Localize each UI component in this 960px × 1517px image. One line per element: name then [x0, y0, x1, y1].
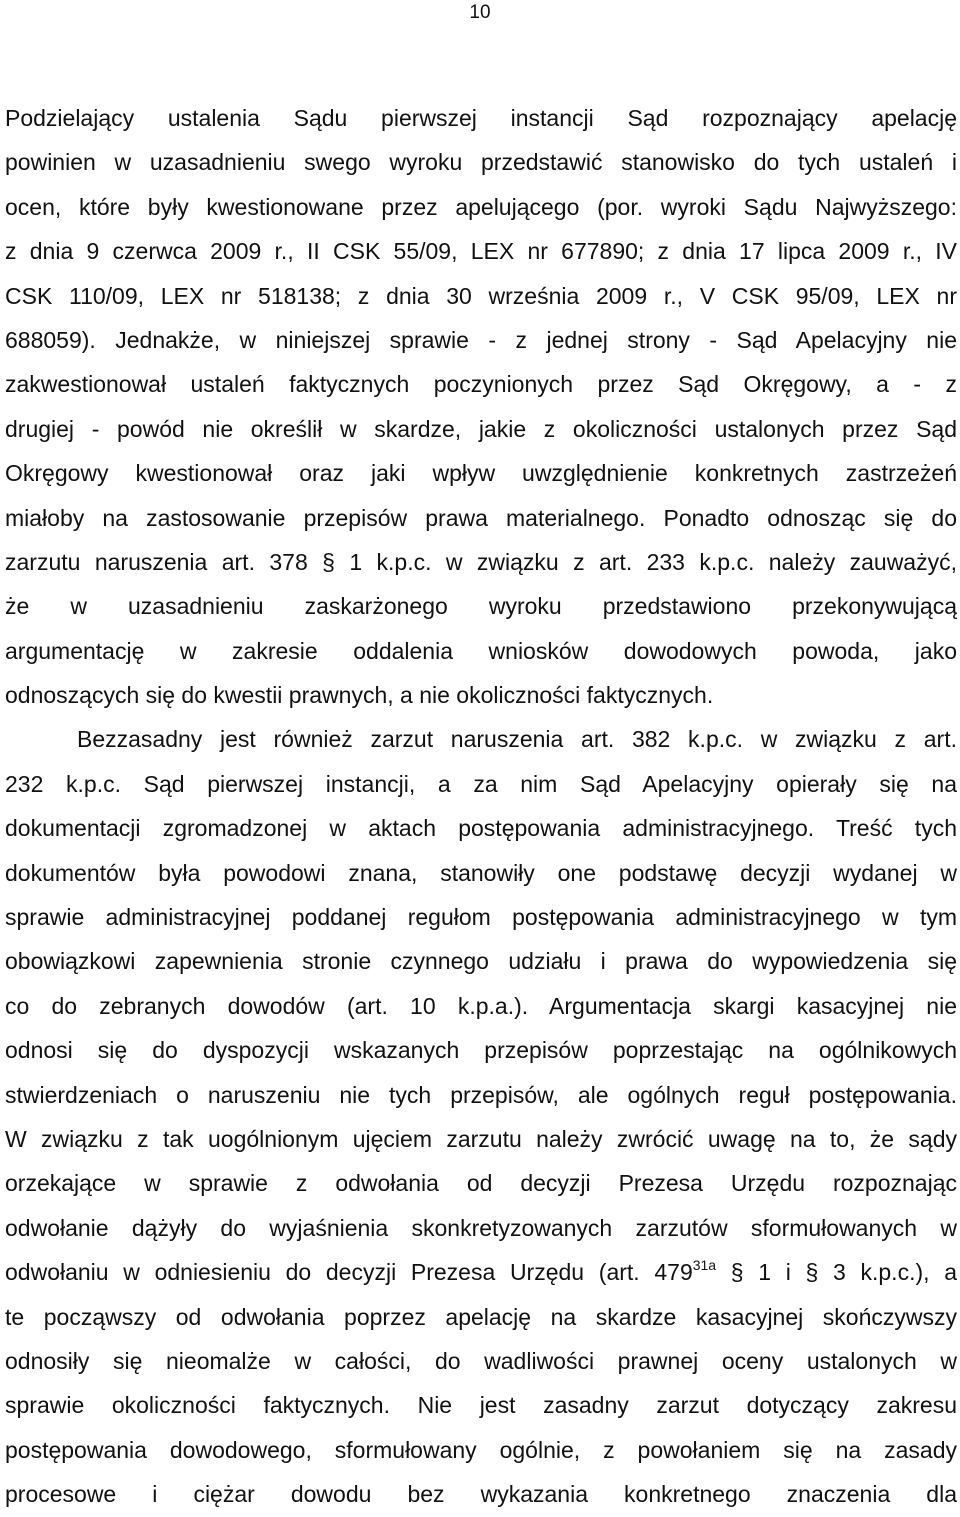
text-line-with-superscript [5, 1250, 957, 1294]
document-body [5, 96, 957, 1517]
text-line: drugiej - powód nie określił w skardze, jakie z okoliczności ustalonych przez Sąd [5, 415, 957, 442]
text-line: co do zebranych dowodów (art. 10 k.p.a.). Argumentacja skargi kasacyjnej nie [5, 992, 957, 1019]
superscript: 31a [692, 1257, 717, 1274]
text-line: 232 k.p.c. Sąd pierwszej instancji, a za nim Sąd Apelacyjny opierały się na [5, 770, 957, 797]
text-line: CSK 110/09, LEX nr 518138; z dnia 30 września 2009 r., V CSK 95/09, LEX nr [5, 282, 957, 309]
text-line: odnoszących się do kwestii prawnych, a nie okoliczności faktycznych. [5, 682, 714, 709]
paragraph-1 [5, 96, 957, 717]
text-line: dokumentacji zgromadzonej w aktach postępowania administracyjnego. Treść tych [5, 815, 957, 842]
text-line: obowiązkowi zapewnienia stronie czynnego udziału i prawa do wypowiedzenia się [5, 948, 957, 975]
text-line: te począwszy od odwołania poprzez apelację na skardze kasacyjnej skończywszy [5, 1303, 957, 1330]
text-line: postępowania dowodowego, sformułowany ogólnie, z powołaniem się na zasady [5, 1436, 957, 1463]
text-line: sprawie administracyjnej poddanej regułom postępowania administracyjnego w tym [5, 904, 957, 931]
text-line: odnosiły się nieomalże w całości, do wadliwości prawnej oceny ustalonych w [5, 1347, 957, 1374]
paragraph-2 [5, 717, 957, 1516]
text-line: W związku z tak uogólnionym ujęciem zarzutu należy zwrócić uwagę na to, że sądy [5, 1125, 957, 1152]
line-text-after: § 1 i § 3 k.p.c.), a [716, 1259, 957, 1286]
text-line: miałoby na zastosowanie przepisów prawa materialnego. Ponadto odnosząc się do [5, 504, 957, 531]
text-line: że w uzasadnieniu zaskarżonego wyroku przedstawiono przekonywującą [5, 593, 957, 620]
text-line: odnosi się do dyspozycji wskazanych przepisów poprzestając na ogólnikowych [5, 1037, 957, 1064]
text-line: 688059). Jednakże, w niniejszej sprawie - z jednej strony - Sąd Apelacyjny nie [5, 326, 957, 353]
text-line: argumentację w zakresie oddalenia wniosków dowodowych powoda, jako [5, 637, 957, 664]
text-line: z dnia 9 czerwca 2009 r., II CSK 55/09, LEX nr 677890; z dnia 17 lipca 2009 r., IV [5, 238, 957, 265]
text-line: zarzutu naruszenia art. 378 § 1 k.p.c. w związku z art. 233 k.p.c. należy zauważyć, [5, 548, 957, 575]
text-line: Okręgowy kwestionował oraz jaki wpływ uwzględnienie konkretnych zastrzeżeń [5, 460, 957, 487]
text-line: odwołanie dążyły do wyjaśnienia skonkretyzowanych zarzutów sformułowanych w [5, 1214, 957, 1241]
text-line: Bezzasadny jest również zarzut naruszenia art. 382 k.p.c. w związku z art. [77, 726, 957, 753]
text-line: zakwestionował ustaleń faktycznych poczynionych przez Sąd Okręgowy, a - z [5, 371, 957, 398]
text-line: dokumentów była powodowi znana, stanowiły one podstawę decyzji wydanej w [5, 859, 957, 886]
line-text-before: odwołaniu w odniesieniu do decyzji Prezesa Urzędu (art. 479 [5, 1259, 693, 1286]
text-line: powinien w uzasadnieniu swego wyroku przedstawić stanowisko do tych ustaleń i [5, 149, 957, 176]
page-number: 10 [469, 2, 491, 23]
text-line: orzekające w sprawie z odwołania od decyzji Prezesa Urzędu rozpoznając [5, 1170, 957, 1197]
text-line: Podzielający ustalenia Sądu pierwszej instancji Sąd rozpoznający apelację [5, 105, 957, 131]
text-line: procesowe i ciężar dowodu bez wykazania konkretnego znaczenia dla [5, 1481, 957, 1508]
text-line: stwierdzeniach o naruszeniu nie tych przepisów, ale ogólnych reguł postępowania. [5, 1081, 957, 1108]
text-line: ocen, które były kwestionowane przez apelującego (por. wyroki Sądu Najwyższego: [5, 193, 957, 220]
text-line: sprawie okoliczności faktycznych. Nie jest zasadny zarzut dotyczący zakresu [5, 1392, 957, 1419]
